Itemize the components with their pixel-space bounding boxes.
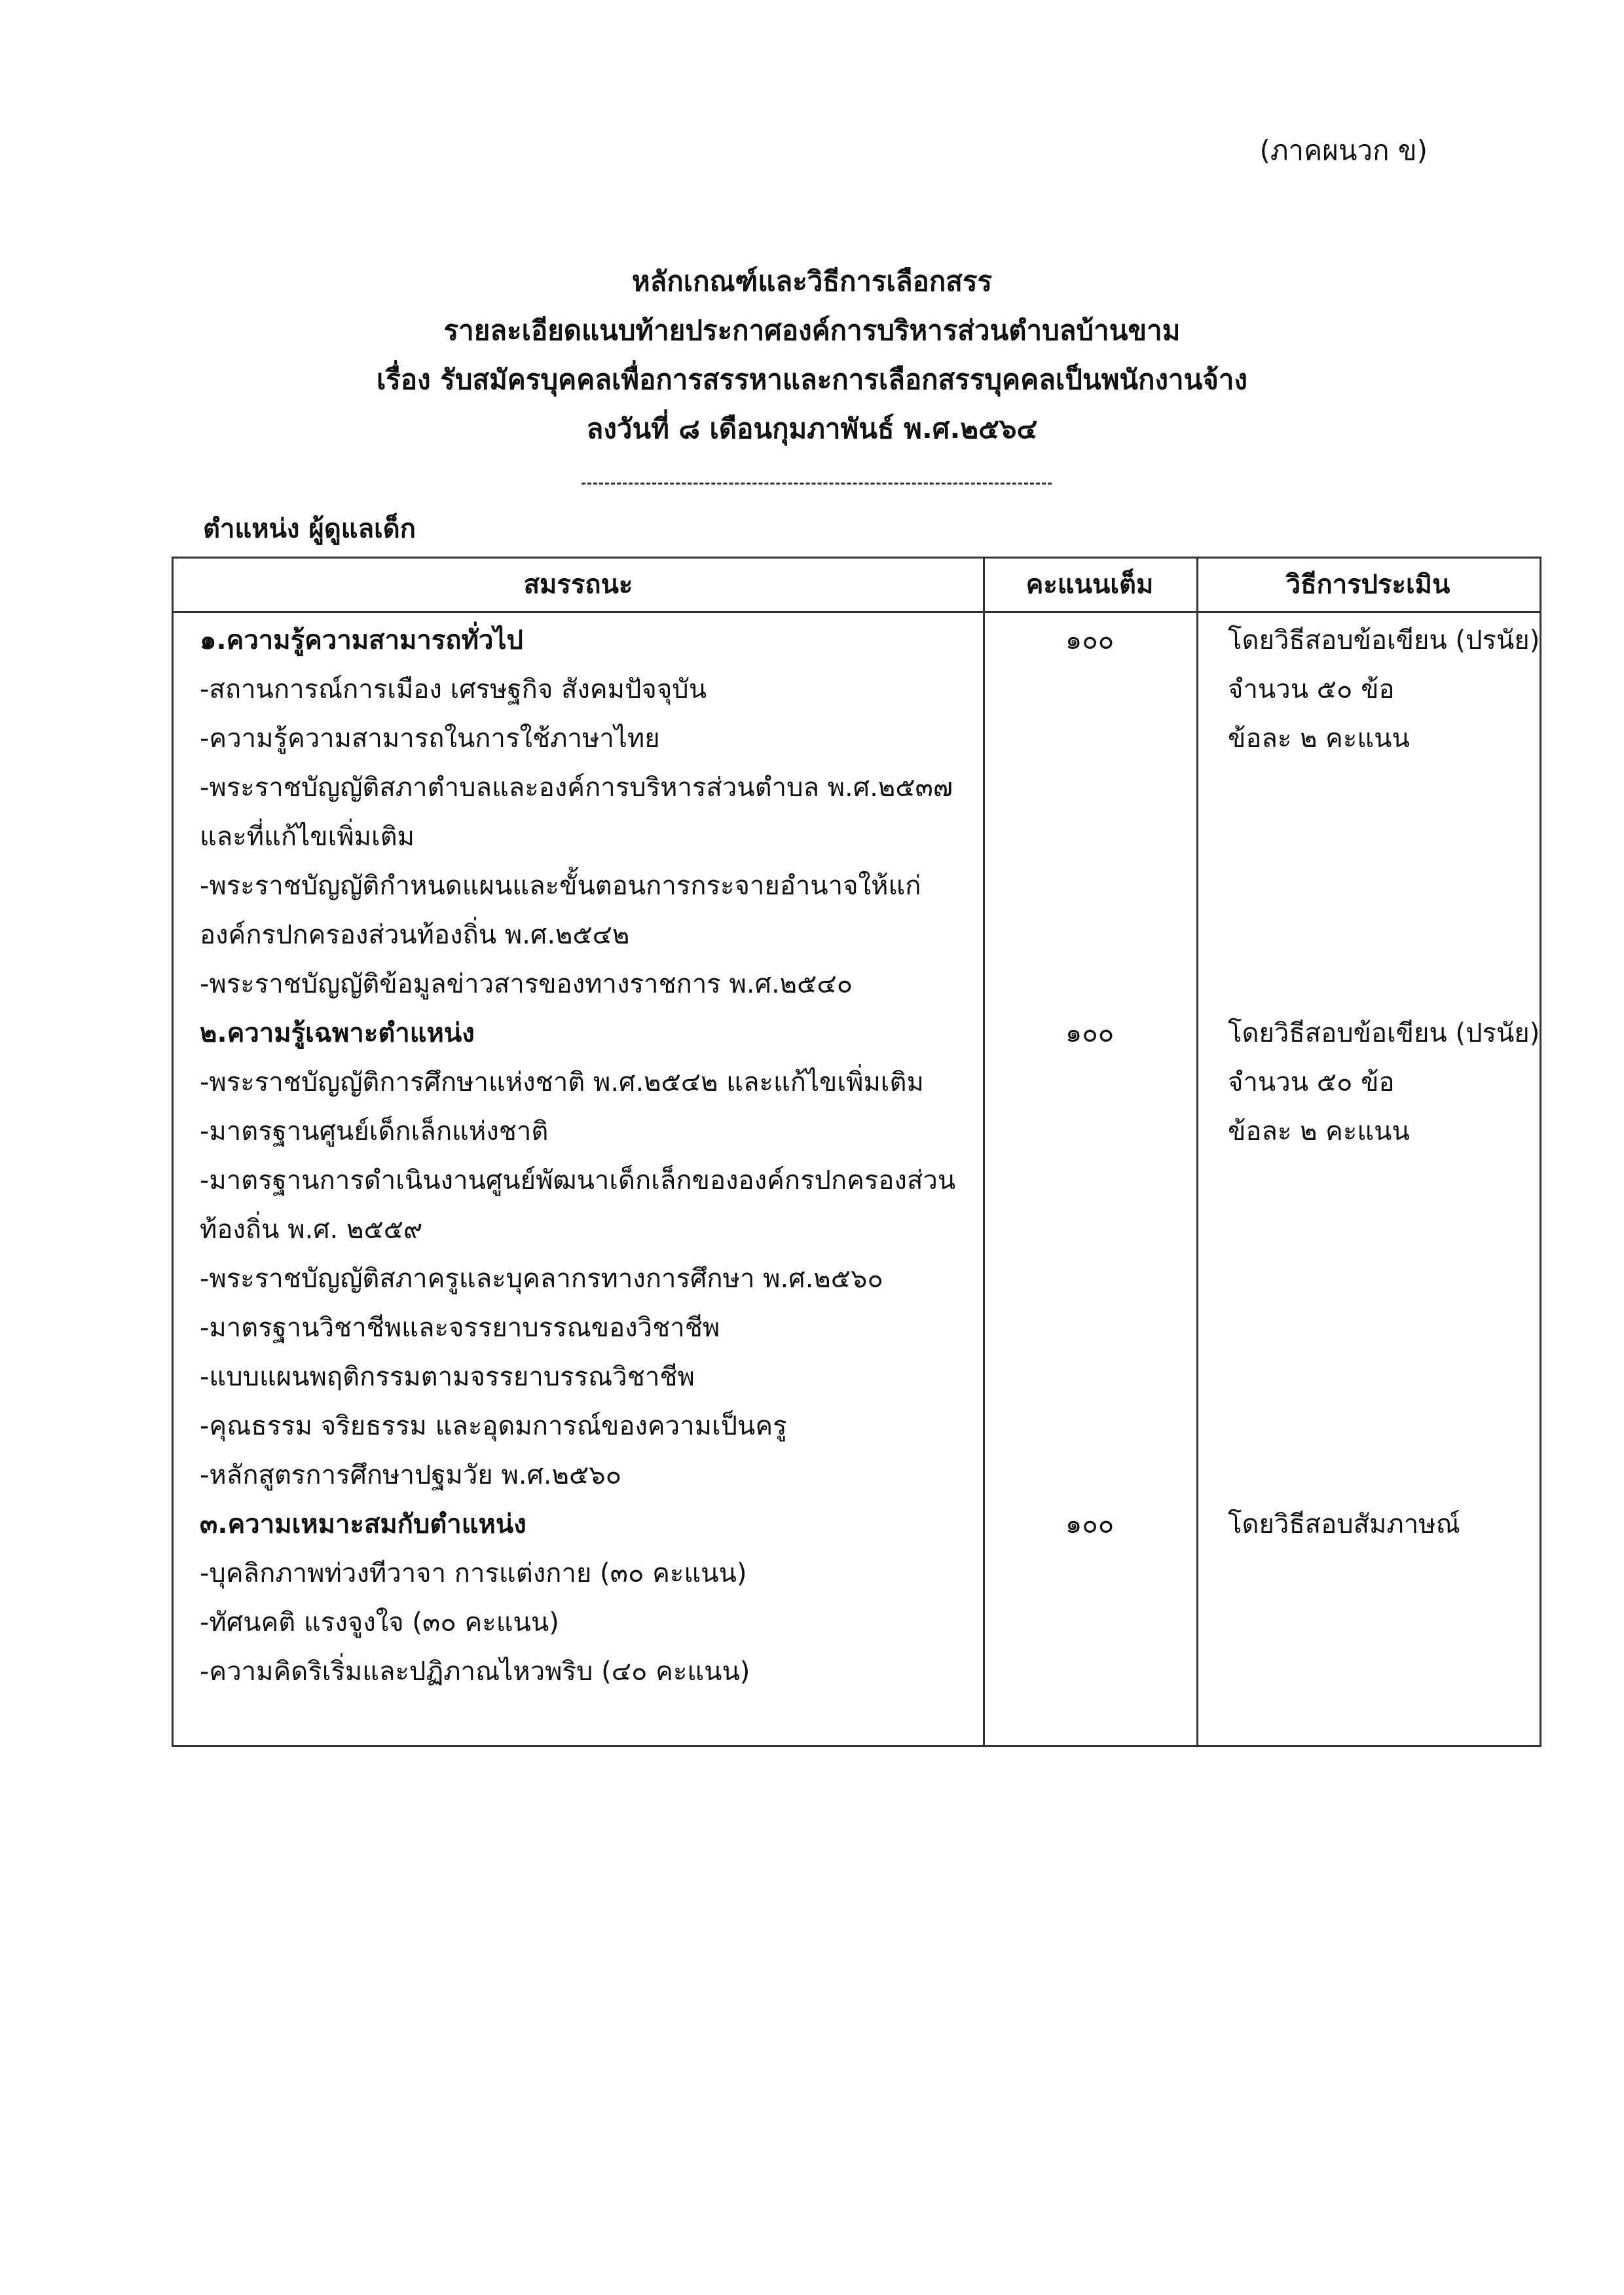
- list-item: -มาตรฐานการดำเนินงานศูนย์พัฒนาเด็กเล็กขององค์กรปกครองส่วน: [200, 1166, 956, 1196]
- section-title: ๓.ความเหมาะสมกับตำแหน่ง: [200, 1509, 526, 1539]
- list-item: -ทัศนคติ แรงจูงใจ (๓๐ คะแนน): [200, 1607, 559, 1638]
- list-item: -พระราชบัญญัติข้อมูลข่าวสารของทางราชการ พ.ศ.๒๕๔๐: [200, 969, 853, 999]
- list-item: -ความรู้ความสามารถในการใช้ภาษาไทย: [200, 724, 660, 754]
- section-title: ๒.ความรู้เฉพาะตำแหน่ง: [200, 1018, 475, 1048]
- position-label: ตำแหน่ง ผู้ดูแลเด็ก: [203, 514, 416, 544]
- list-item: -คุณธรรม จริยธรรม และอุดมการณ์ของความเป็นครู: [200, 1411, 787, 1441]
- method-line: โดยวิธีสอบข้อเขียน (ปรนัย): [1228, 625, 1540, 655]
- method-cell: [1208, 1009, 1540, 1156]
- competency-cell: [174, 616, 972, 1009]
- list-item: -หลักสูตรการศึกษาปฐมวัย พ.ศ.๒๕๖๐: [200, 1460, 622, 1490]
- table-row: [174, 616, 1540, 1009]
- heading-line-2: รายละเอียดแนบท้ายประกาศองค์การบริหารส่วนตำบลบ้านขาม: [443, 314, 1181, 346]
- method-line: จำนวน ๕๐ ข้อ: [1228, 1067, 1395, 1097]
- list-item: ท้องถิ่น พ.ศ. ๒๕๕๙: [200, 1215, 423, 1245]
- list-item: -มาตรฐานวิชาชีพและจรรยาบรรณของวิชาชีพ: [200, 1313, 720, 1343]
- header-method: วิธีการประเมิน: [1285, 570, 1450, 600]
- list-item: -พระราชบัญญัติการศึกษาแห่งชาติ พ.ศ.๒๕๔๒ และแก้ไขเพิ่มเติม: [200, 1067, 924, 1097]
- heading-line-3: เรื่อง รับสมัครบุคคลเพื่อการสรรหาและการเลือกสรรบุคคลเป็นพนักงานจ้าง: [377, 363, 1247, 395]
- header-competency: สมรรถนะ: [523, 570, 633, 600]
- method-cell: [1208, 1500, 1536, 1549]
- header-divider: [174, 611, 1540, 613]
- list-item: -มาตรฐานศูนย์เด็กเล็กแห่งชาติ: [200, 1116, 549, 1147]
- method-line: โดยวิธีสอบสัมภาษณ์: [1228, 1509, 1460, 1539]
- list-item: -แบบแผนพฤติกรรมตามจรรยาบรรณวิชาชีพ: [200, 1362, 695, 1392]
- method-line: ข้อละ ๒ คะแนน: [1228, 1116, 1410, 1147]
- competency-cell: [174, 1009, 972, 1500]
- full-score-cell: ๑๐๐: [1065, 1018, 1115, 1048]
- document-heading: [0, 259, 1624, 455]
- competency-cell: [174, 1500, 972, 1697]
- heading-line-4: ลงวันที่ ๘ เดือนกุมภาพันธ์ พ.ศ.๒๕๖๔: [586, 413, 1038, 445]
- heading-line-1: หลักเกณฑ์และวิธีการเลือกสรร: [631, 265, 993, 297]
- full-score-cell: ๑๐๐: [1065, 1509, 1115, 1539]
- method-line: จำนวน ๕๐ ข้อ: [1228, 674, 1395, 705]
- method-line: โดยวิธีสอบข้อเขียน (ปรนัย): [1228, 1018, 1540, 1048]
- annex-label: (ภาคผนวก ข): [1259, 134, 1428, 166]
- table-body: [174, 616, 1540, 1697]
- criteria-table: [172, 557, 1541, 1747]
- list-item: -ความคิดริเริ่มและปฏิภาณไหวพริบ (๔๐ คะแนน): [200, 1657, 750, 1687]
- full-score-cell: ๑๐๐: [1065, 625, 1115, 655]
- method-cell: [1208, 616, 1540, 763]
- table-row: [174, 1500, 1540, 1697]
- header-full-score: คะแนนเต็ม: [1025, 570, 1154, 600]
- list-item: -พระราชบัญญัติกำหนดแผนและขั้นตอนการกระจายอำนาจให้แก่: [200, 871, 921, 901]
- method-line: ข้อละ ๒ คะแนน: [1228, 724, 1410, 754]
- list-item: -สถานการณ์การเมือง เศรษฐกิจ สังคมปัจจุบัน: [200, 674, 707, 705]
- dashed-divider: [581, 483, 1052, 485]
- section-title: ๑.ความรู้ความสามารถทั่วไป: [200, 625, 523, 655]
- table-row: [174, 1009, 1540, 1500]
- list-item: -พระราชบัญญัติสภาครูและบุคลากรทางการศึกษา พ.ศ.๒๕๖๐: [200, 1264, 883, 1294]
- list-item: องค์กรปกครองส่วนท้องถิ่น พ.ศ.๒๕๔๒: [200, 920, 630, 950]
- list-item: -บุคลิกภาพท่วงทีวาจา การแต่งกาย (๓๐ คะแนน): [200, 1558, 747, 1588]
- list-item: และที่แก้ไขเพิ่มเติม: [200, 822, 415, 852]
- list-item: -พระราชบัญญัติสภาตำบลและองค์การบริหารส่วนตำบล พ.ศ.๒๕๓๗: [200, 773, 953, 803]
